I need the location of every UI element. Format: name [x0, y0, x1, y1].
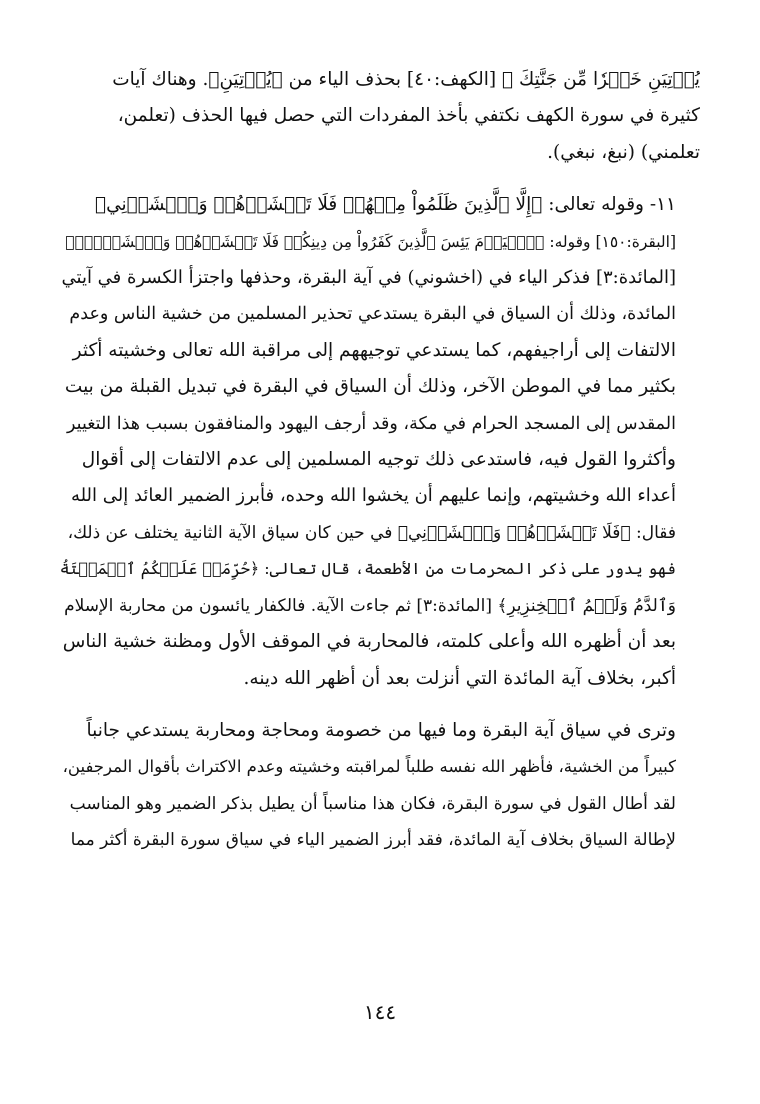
paragraph-3 [60, 713, 700, 859]
text-line: فهو يدور على ذكر المحرمات من الأطعمة، قال تعالى: ﴿حُرِّمَتۡ عَلَيۡكُمُ ٱلۡمَيۡتَةُ [60, 559, 676, 579]
text-line: كثيرة في سورة الكهف نكتفي بأخذ المفردات التي حصل فيها الحذف (تعلمن، [117, 105, 700, 127]
paragraph-1 [60, 62, 700, 171]
text-line: بعد أن أظهره الله وأعلى كلمته، فالمحاربة في الموقف الأول ومظنة خشية الناس [62, 631, 676, 653]
text-line: [البقرة:١٥٠] وقوله: ﴿ٱلۡيَوۡمَ يَئِسَ ٱلَّذِينَ كَفَرُواْ مِن دِينِكُمۡ فَلَا تَخۡشَوۡهُمۡ وَٱخۡشَوۡنِۚ﴾ [65, 232, 676, 251]
page-number: ١٤٤ [363, 1000, 397, 1024]
text-line: بكثير مما في الموطن الآخر، وذلك أن السياق في البقرة في تبديل القبلة من بيت [64, 376, 676, 398]
text-line: وَٱلدَّمُ وَلَحۡمُ ٱلۡخِنزِيرِ﴾ [المائدة:٣] ثم جاءت الآية. فالكفار يائسون من محاربة الإسلام [64, 595, 676, 616]
text-line: الالتفات إلى أراجيفهم، كما يستدعي توجيههم إلى مراقبة الله تعالى وخشيته أكثر [72, 339, 676, 361]
text-line: ١١- وقوله تعالى: ﴿إِلَّا ٱلَّذِينَ ظَلَمُواْ مِنۡهُمۡ فَلَا تَخۡشَوۡهُمۡ وَٱخۡشَوۡنِي﴾ [94, 194, 676, 216]
text-line: [المائدة:٣] فذكر الياء في (اخشوني) في آية البقرة، وحذفها واجتزأ الكسرة في آيتي [61, 267, 676, 289]
text-line: كبيراً من الخشية، فأظهر الله نفسه طلباً لمراقبته وخشيته وعدم الاكتراث بأقوال المرجفين، [62, 757, 676, 777]
text-line: لقد أطال القول في سورة البقرة، فكان هذا مناسباً أن يطيل بذكر الضمير وهو المناسب [69, 793, 676, 814]
text-line: أكبر، بخلاف آية المائدة التي أنزلت بعد أن أظهر الله دينه. [243, 667, 676, 689]
text-line: تعلمني) (نبغ، نبغي). [547, 141, 700, 163]
paragraph-2 [60, 187, 700, 697]
text-line: لإطالة السياق بخلاف آية المائدة، فقد أبرز الضمير الياء في سياق سورة البقرة أكثر مما [70, 830, 676, 851]
text-line: وترى في سياق آية البقرة وما فيها من خصومة ومحاجة ومحاربة يستدعي جانباً [86, 719, 676, 741]
book-page [60, 62, 700, 1022]
text-line: المائدة، وذلك أن السياق في البقرة يستدعي تحذير المسلمين من خشية الناس وعدم [69, 304, 676, 325]
text-line: وأكثروا القول فيه، فاستدعى ذلك توجيه المسلمين إلى عدم الالتفات إلى أقوال [81, 449, 676, 471]
text-line: أعداء الله وخشيتهم، وإنما عليهم أن يخشوا الله وحده، فأبرز الضمير العائد إلى الله [70, 485, 676, 507]
text-line: المقدس إلى المسجد الحرام في مكة، وقد أرجف اليهود والمنافقون بسبب هذا التغيير [67, 413, 676, 434]
text-line: فقال: ﴿فَلَا تَخۡشَوۡهُمۡ وَٱخۡشَوۡنِي﴾ في حين كان سياق الآية الثانية يختلف عن ذلك، [67, 522, 676, 543]
text-line: يُؤۡتِيَنِ خَيۡرٗا مِّن جَنَّتِكَ ﴾ [الكهف:٤٠] بحذف الياء من ﴿يُؤۡتِيَنِ﴾. وهناك آيات [112, 69, 700, 90]
